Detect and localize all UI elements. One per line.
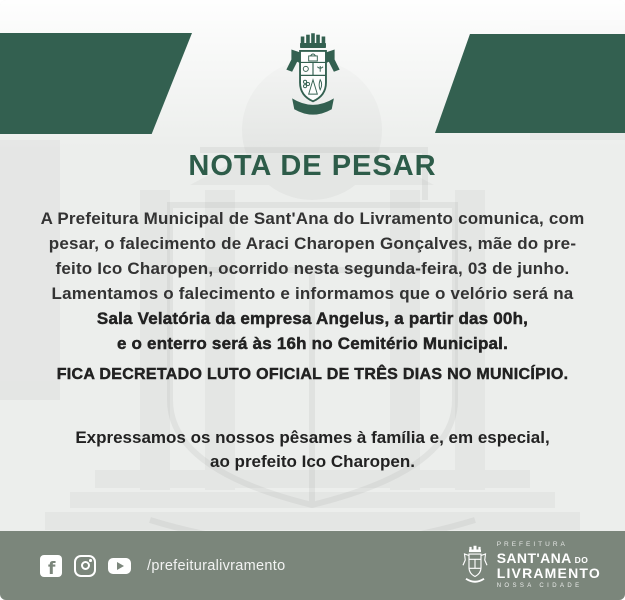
announcement-line: Lamentamos o falecimento e informamos que o velório será na bbox=[51, 284, 574, 303]
logo-name-suffix: DO bbox=[574, 554, 589, 565]
youtube-icon[interactable] bbox=[108, 558, 131, 574]
youtube-play-triangle bbox=[117, 562, 124, 570]
instagram-lens bbox=[81, 561, 90, 570]
decree-text: FICA DECRETADO LUTO OFICIAL DE TRÊS DIAS NO MUNICÍPIO. bbox=[56, 366, 569, 383]
facebook-f-glyph: f bbox=[48, 558, 56, 577]
logo-name-line2: LIVRAMENTO bbox=[496, 564, 601, 581]
header-ribbon-left bbox=[0, 33, 192, 134]
instagram-flash-dot bbox=[89, 559, 92, 562]
announcement-text bbox=[0, 206, 625, 356]
announcement-line: feito Ico Charopen, ocorrido nesta segunda-feira, 03 de junho. bbox=[55, 259, 570, 278]
logo-name: SANT'ANA bbox=[496, 549, 572, 566]
condolence-text bbox=[0, 426, 625, 474]
instagram-icon[interactable] bbox=[74, 555, 96, 577]
logo-underline: NOSSA CIDADE bbox=[496, 582, 583, 589]
social-handle: /prefeituralivramento bbox=[147, 557, 286, 574]
coat-of-arms bbox=[277, 22, 349, 123]
facebook-icon[interactable] bbox=[40, 555, 62, 577]
header-ribbon-right bbox=[435, 34, 625, 133]
social-links bbox=[40, 555, 285, 577]
announcement-line: e o enterro será às 16h no Cemitério Municipal. bbox=[116, 334, 509, 353]
footer-coat-of-arms-icon bbox=[460, 544, 490, 588]
announcement-line: A Prefeitura Municipal de Sant'Ana do Livramento comunica, com bbox=[40, 209, 585, 228]
page-title: NOTA DE PESAR bbox=[188, 150, 437, 182]
condolence-line: ao prefeito Ico Charopen. bbox=[210, 452, 415, 471]
announcement-line: Sala Velatória da empresa Angelus, a partir das 00h, bbox=[96, 309, 529, 328]
footer-logo bbox=[460, 542, 601, 589]
condolence-line: Expressamos os nossos pêsames à família e, em especial, bbox=[75, 428, 550, 447]
footer-logo-text bbox=[497, 542, 601, 589]
logo-overline: PREFEITURA bbox=[496, 541, 568, 549]
announcement-line: pesar, o falecimento de Araci Charopen Gonçalves, mãe do pre- bbox=[48, 234, 577, 253]
footer-bar bbox=[0, 531, 625, 600]
